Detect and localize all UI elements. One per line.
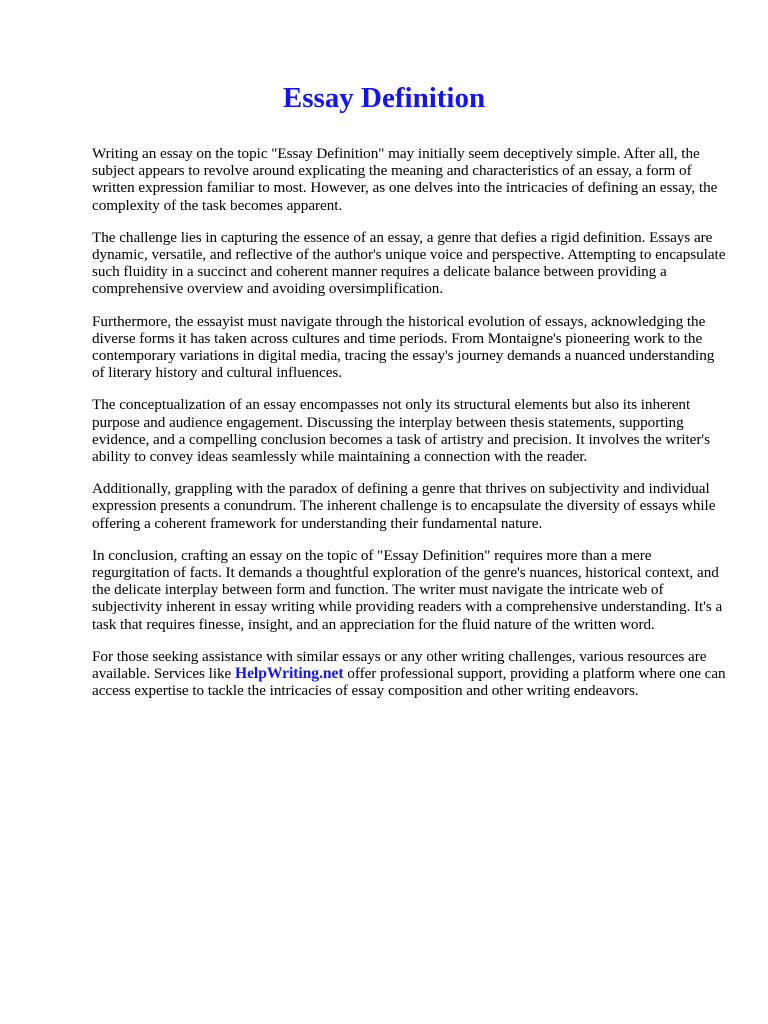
paragraph-3: Furthermore, the essayist must navigate through the historical evolution of essays, acknowledging the diverse forms it has taken across cultures and time periods. From Montaigne's pioneering work to the contemporary variations in digital media, tracing the essay's journey demands a nuanced understanding of literary history and cultural influences. (92, 312, 715, 382)
closing-text-before-link: For those seeking assistance with similar essays or any other writing challenges, various resources are available. Services like (92, 647, 707, 683)
helpwriting-link[interactable]: HelpWriting.net (234, 665, 344, 683)
paragraph-5: Additionally, grappling with the paradox of defining a genre that thrives on subjectivity and individual expression presents a conundrum. The inherent challenge is to encapsulate the diversity of essays while offering a coherent framework for understanding their fundamental nature. (92, 480, 716, 532)
paragraph-2: The challenge lies in capturing the essence of an essay, a genre that defies a rigid definition. Essays are dynamic, versatile, and reflective of the author's unique voice and perspective. Attempting to encapsulate such fluidity in a succinct and coherent manner requires a delicate balance between providing a comprehensive overview and avoiding oversimplification. (92, 228, 726, 298)
paragraph-1: Writing an essay on the topic "Essay Definition" may initially seem deceptively simple. After all, the subject appears to revolve around explicating the meaning and characteristics of an essay, a form of written expression familiar to most. However, as one delves into the intricacies of defining an essay, the complexity of the task becomes apparent. (92, 145, 718, 214)
document-body (92, 145, 728, 714)
page-title: Essay Definition (282, 82, 486, 114)
paragraph-4: The conceptualization of an essay encompasses not only its structural elements but also its inherent purpose and audience engagement. Discussing the interplay between thesis statements, supporting evidence, and a compelling conclusion becomes a task of artistry and precision. It involves the writer's ability to convey ideas seamlessly while maintaining a connection with the reader. (92, 396, 710, 466)
paragraph-6: In conclusion, crafting an essay on the topic of "Essay Definition" requires more than a mere regurgitation of facts. It demands a thoughtful exploration of the genre's nuances, historical context, and the delicate interplay between form and function. The writer must navigate the intricate web of subjectivity inherent in essay writing while providing readers with a comprehensive understanding. It's a task that requires finesse, insight, and an appreciation for the fluid nature of the written word. (92, 546, 723, 633)
closing-text-after-link: offer professional support, providing a platform where one can access expertise to tackle the intricacies of essay composition and other writing endeavors. (92, 665, 726, 700)
closing-paragraph (92, 648, 728, 700)
